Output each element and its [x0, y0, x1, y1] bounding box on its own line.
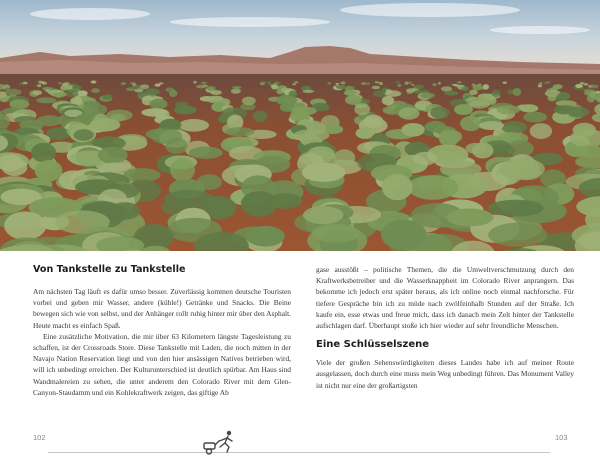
left-text-column — [33, 264, 291, 398]
right-text-column — [316, 264, 574, 391]
runner-with-trailer-icon — [196, 428, 240, 456]
paragraph-continuation: gase ausstößt – politische Themen, die die Umweltverschmutzung durch den Kraftwerksbetreiber und die Wasserknappheit im Colorado River anprangern. Das bekomme ich jedoch erst später heraus, als ich online noch einmal nachforsche. Für tiefere Gespräche bin ich zu müde nach zwölfeinhalb Stunden auf der Straße. Ich kaufe ein, esse etwas und freue mich, dass ich danach mein Zelt hinter der Tankstelle aufschlagen darf. Überhaupt stoße ich hier wieder auf sehr freundliche Menschen. — [316, 265, 574, 331]
paragraph-monument-valley: Viele der großen Sehenswürdigkeiten dieses Landes habe ich auf meiner Route ausgelassen, doch durch eine muss mein Weg unbedingt führen. Das Monument Valley ist nicht nur eine der großartigsten — [316, 358, 574, 390]
section-heading-schluesselszene: Eine Schlüsselszene — [316, 339, 430, 351]
footer-rule — [48, 452, 550, 453]
section-heading-tankstelle: Von Tankstelle zu Tankstelle — [33, 264, 186, 275]
page-number-left: 102 — [33, 433, 46, 442]
paragraph-2: Eine zusätzliche Motivation, die mir über 63 Kilometern längste Tagesleistung zu schaffen, ist der Crossroads Store. Diese Tankstelle mit Laden, die noch mitten in der Navajo Nation Reservation liegt und von den hier ansässigen Natives betrieben wird, will ich unbedingt erreichen. Der Kulturunterschied ist deutlich spürbar. Am Haus sind Wandmalereien zu sehen, die unter anderem den Colorado River mit dem Glen-Canyon-Staudamm und ein Kohlekraftwerk zeigen, das giftige Ab — [33, 331, 291, 397]
page-number-right: 103 — [555, 433, 568, 442]
paragraph-1: Am nächsten Tag läuft es dafür umso besser. Zuverlässig kommen deutsche Touristen vorbei und geben mir Wasser, andere (kühle!) Getränke und Snacks. Die Beine bewegen sich wie von selbst, und der Anhänger rollt ruhig hinter mir über den Asphalt. Heute macht es einfach Spaß. — [33, 287, 291, 330]
